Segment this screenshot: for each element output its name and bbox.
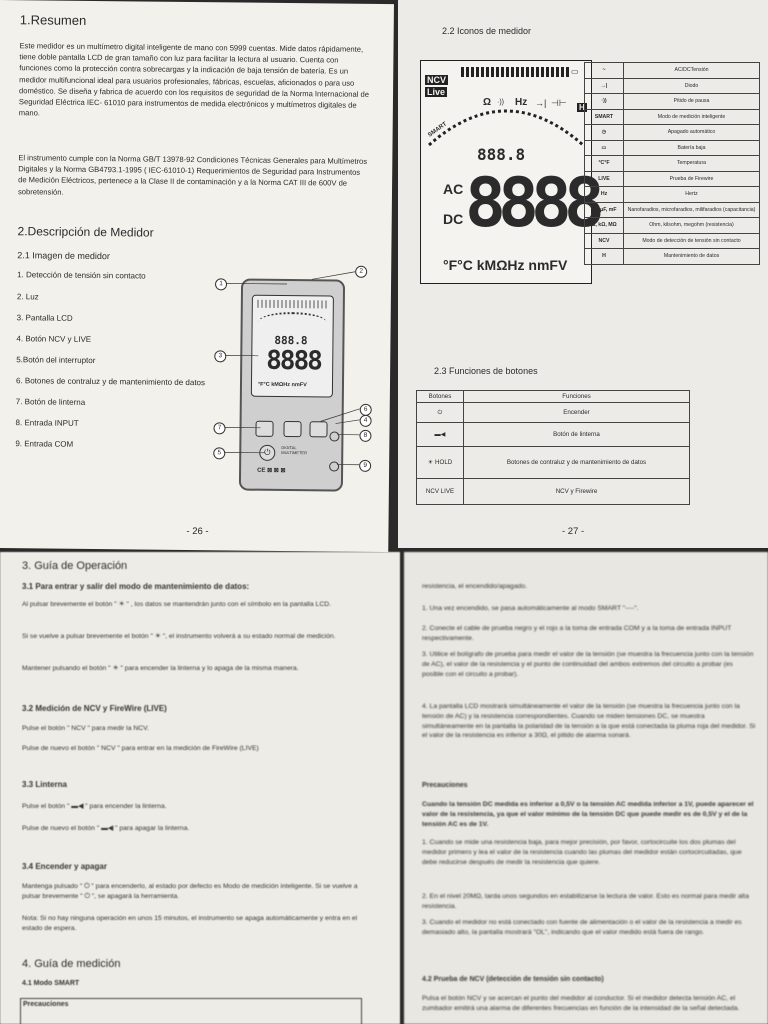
page-number: - 27 - xyxy=(562,526,585,537)
resumen-paragraph-1: Este medidor es un multímetro digital inteligente de mano con 5999 cuentas. Mide datos rápidamente, tiene doble pantalla LCD de gran tamaño con luz para facilitar la lectura al usuario. Cuenta con funciones como la protección contra sobrecargas y la indicación de baja tensión de batería. Es un medidor multifuncional ideal para usuarios profesionales, fábricas, escuelas, aficionados o para uso doméstico. Se diseña y fabrica de acuerdo con los requisitos de seguridad de la Norma Internacional de Seguridad Eléctrica IEC- 61010 para instrumentos de medida electrónicos y multímetros digitales de mano. xyxy=(18,41,370,118)
paragraph: Pulse el botón " ▬◀ " para encender la linterna. xyxy=(22,803,167,810)
callout-5: 5 xyxy=(213,447,225,459)
icon-symbol-cell: LIVE xyxy=(585,171,624,187)
icon-symbol-cell: Ω, kΩ, MΩ xyxy=(585,218,624,234)
section-title-guia-medicion: 4. Guía de medición xyxy=(22,958,121,970)
section-title-descripcion: 2.Descripción de Medidor xyxy=(17,224,154,240)
icon-description-cell: Nanofaradios, microfaradios, milifaradios (capacitancia) xyxy=(624,202,760,218)
icon-description-cell: Pitido de pausa xyxy=(624,94,760,110)
beep-icon: ·)) xyxy=(497,99,504,106)
button-functions-table xyxy=(416,390,690,505)
paragraph: Cuando la tensión DC medida es inferior a 0,5V o la tensión AC medida inferior a 1V, puede aparecer el valor de la resistencia, ya que el valor mínimo de la tensión DC que puede medir es de 0,5V y el de la tensión AC es de 1V. xyxy=(422,801,754,828)
table-cell: Botones de contraluz y de mantenimiento de datos xyxy=(464,447,690,479)
lcd-units-row: °F°C kMΩHz nmFV xyxy=(443,257,568,273)
list-item: 8. Entrada INPUT xyxy=(15,418,79,428)
icon-symbol-cell: H xyxy=(585,249,624,265)
icon-description-cell: Hertz xyxy=(624,187,760,203)
meter-lcd-units: °F°C kMΩHz nmFV xyxy=(257,381,307,389)
subsection-3-3: 3.3 Linterna xyxy=(22,780,67,789)
table-cell: Encender xyxy=(464,403,690,423)
icon-symbol-cell: SMART xyxy=(585,109,624,125)
table-row xyxy=(585,78,760,94)
subsection-title-imagen: 2.1 Imagen de medidor xyxy=(17,250,110,262)
callout-8: 8 xyxy=(359,430,371,442)
lcd-smart-label: SMART xyxy=(427,121,449,139)
paragraph: Al pulsar brevemente el botón " ☀ " , los datos se mantendrán junto con el símbolo en la pantalla LCD. xyxy=(22,601,332,608)
icon-symbol-cell: ·)) xyxy=(585,94,624,110)
callout-leader-lines xyxy=(0,0,394,552)
callout-9: 9 xyxy=(359,460,371,472)
icon-symbol-cell: °C°F xyxy=(585,156,624,172)
list-item: 4. Botón NCV y LIVE xyxy=(16,334,92,344)
list-item: 9. Entrada COM xyxy=(15,439,74,449)
subsection-4-2: 4.2 Prueba de NCV (detección de tensión sin contacto) xyxy=(422,976,604,983)
page-27 xyxy=(398,0,768,548)
paragraph: 1. Cuando se mide una resistencia baja, para mejor precisión, por favor, cortocircuite los dos plumas del medidor primero y lea el valor de la resistencia cuando las plumas del medidor están cortocircuitadas, que debe reducirse después de medir la resistencia que quiere. xyxy=(422,839,742,866)
power-button[interactable]: ⏻ xyxy=(259,445,275,461)
icon-description-cell: Ohm, kilsohm, megohm (resistencia) xyxy=(624,218,760,234)
paragraph: 3. Utilice el bolígrafo de prueba para medir el valor de la tensión (se muestra la frecuencia junto con la tensión de AC), el valor de la resistencia y el punto de continuidad del ambos extremos del circuito a probar (es posible con el circuito a probar). xyxy=(422,651,754,678)
paragraph: Nota: Si no hay ninguna operación en unos 15 minutos, el instrumento se apaga automáticamente y entra en el estado de espera. xyxy=(22,915,358,932)
column-header: Botones xyxy=(417,391,464,403)
meter-brand-label: DIGITAL MULTIMETER xyxy=(281,444,308,456)
table-row xyxy=(585,171,760,187)
paragraph: 4. La pantalla LCD mostrará simultáneamente el valor de la tensión (se muestra la frecuencia junto con la tensión de AC) y la resistencia correspondientes. Cuando se miden tensiones DC, se muestra simultáneamente en la pantalla la polaridad de la tensión a la que está conectada la pluma roja del medidor. Si el valor de la resistencia es inferior a 30Ω, el pitido de alarma sonará. xyxy=(422,703,756,740)
paragraph: Pulse el botón " NCV " para medir la NCV. xyxy=(22,725,149,732)
icon-description-cell: Apagado automático xyxy=(624,125,760,141)
paragraph: Pulse de nuevo el botón " ▬◀ " para apagar la linterna. xyxy=(22,825,190,832)
table-cell: NCV y Firewire xyxy=(464,479,690,505)
icon-symbol-cell: →| xyxy=(585,78,624,94)
table-row xyxy=(585,202,760,218)
icon-description-cell: Mantenimiento de datos xyxy=(624,249,760,265)
list-item: 6. Botones de contraluz y de mantenimiento de datos xyxy=(15,376,206,388)
lcd-ohm-symbol: Ω xyxy=(483,97,492,108)
lcd-ncv-label: NCV xyxy=(427,75,447,85)
table-row xyxy=(585,63,760,79)
icon-symbol-cell: ~ xyxy=(585,63,624,79)
table-cell: Botón de linterna xyxy=(464,423,690,447)
icon-legend-table xyxy=(584,62,760,265)
icon-symbol-cell: NCV xyxy=(585,233,624,249)
subsection-3-1: 3.1 Para entrar y salir del modo de mantenimiento de datos: xyxy=(22,582,250,591)
callout-3: 3 xyxy=(214,350,226,362)
paragraph: Pulsa el botón NCV y se acercan el punto del medidor al conductor. Si el medidor detecta tensión AC, el zumbador emitirá una alarma de diferentes frecuencias en función de la intensidad de la señal detectada. xyxy=(422,995,740,1012)
page-number: - 26 - xyxy=(186,525,209,538)
callout-4: 4 xyxy=(360,415,372,427)
paragraph: 3. Cuando el medidor no está conectado con fuente de alimentación o el valor de la resistencia a medir es demasiado alto, la pantalla mostrará "OL", indicando que el valor medido está fuera de rango. xyxy=(422,919,742,936)
lcd-dc-label: DC xyxy=(443,211,464,227)
icon-symbol-cell: ◷ xyxy=(585,125,624,141)
precautions-box xyxy=(20,998,362,1024)
callout-7: 7 xyxy=(213,422,225,434)
paragraph: resistencia, el encendido/apagado. xyxy=(422,583,528,590)
paragraph: 2. En el nivel 20MΩ, tarda unos segundos en estabilizarse la lectura de valor. Esto es normal para medir alta resistencia. xyxy=(422,893,749,910)
table-row xyxy=(585,156,760,172)
callout-6: 6 xyxy=(360,404,372,416)
lcd-big-digits: 8888 xyxy=(465,164,597,243)
table-row xyxy=(585,233,760,249)
table-row xyxy=(585,125,760,141)
icon-symbol-cell: ▭ xyxy=(585,140,624,156)
icon-description-cell: Diodo xyxy=(624,78,760,94)
lcd-hold-indicator: H xyxy=(579,103,585,112)
lcd-live-label: Live xyxy=(427,87,446,97)
lcd-small-digits: 888.8 xyxy=(477,145,526,164)
paragraph: Pulse de nuevo el botón " NCV " para entrar en la medición de FireWire (LIVE) xyxy=(22,745,259,752)
icon-description-cell: Prueba de Firewire xyxy=(624,171,760,187)
icon-description-cell: Modo de medición inteligente xyxy=(624,109,760,125)
lcd-segment-diagram xyxy=(420,60,597,284)
list-item: 5.Botón del interruptor xyxy=(16,355,96,366)
page-29 xyxy=(404,552,768,1024)
battery-icon: ▭ xyxy=(571,67,579,76)
table-row xyxy=(585,109,760,125)
list-item: 2. Luz xyxy=(16,292,39,302)
capacitor-icon: ⊣⊢ xyxy=(551,98,567,108)
list-item: 3. Pantalla LCD xyxy=(16,313,73,323)
lcd-bargraph xyxy=(461,67,571,77)
list-item: 7. Botón de linterna xyxy=(15,397,86,407)
table-row xyxy=(585,187,760,203)
ce-mark: CE ⊠ ⊠ ⊠ xyxy=(257,467,286,475)
meter-lcd-small-digits: 888.8 xyxy=(274,333,308,348)
subsection-4-1: 4.1 Modo SMART xyxy=(22,980,80,987)
page-26 xyxy=(0,0,394,552)
precautions-heading: Precauciones xyxy=(422,782,468,789)
paragraph: Si se vuelve a pulsar brevemente el botón " ☀ ", el instrumento volverá a su estado normal de medición. xyxy=(22,633,336,640)
paragraph: Mantenga pulsado " ⏻ " para encenderlo, al estado por defecto es Modo de medición inteligente. Si se vuelve a pulsar brevemente " ⏻ ", se apagará la herramienta. xyxy=(22,883,358,900)
list-item: 1. Detección de tensión sin contacto xyxy=(17,270,146,281)
flashlight-icon: ▬◀ xyxy=(417,423,464,447)
icon-description-cell: Temperatura xyxy=(624,156,760,172)
table-row xyxy=(585,94,760,110)
table-row xyxy=(585,249,760,265)
power-icon: ⏻ xyxy=(417,403,464,423)
resumen-paragraph-2: El instrumento cumple con la Norma GB/T 13978-92 Condiciones Técnicas Generales para Multímetros Digitales y la Norma GB4793.1-1995 ( IEC-61010-1) Requerimientos de Seguridad para Instrumentos de Medición Eléctricos, pertenece a la Clase II de contaminación y a la Norma CAT III de 600V de sobretensión. xyxy=(17,153,368,197)
lcd-hz-symbol: Hz xyxy=(515,97,528,108)
precautions-label: Precauciones xyxy=(23,1001,69,1008)
diode-icon: →| xyxy=(535,98,547,108)
lcd-arc-scale xyxy=(421,87,591,147)
section-title-resumen: 1.Resumen xyxy=(19,12,87,28)
table-row xyxy=(585,218,760,234)
subsection-3-4: 3.4 Encender y apagar xyxy=(22,862,107,871)
callout-2: 2 xyxy=(355,266,367,278)
hold-icon: ☀ HOLD xyxy=(417,447,464,479)
lcd-ac-label: AC xyxy=(443,181,464,197)
column-header: Funciones xyxy=(464,391,690,403)
icon-description-cell: Batería baja xyxy=(624,140,760,156)
icon-description-cell: AC/DCTensión xyxy=(624,63,760,79)
paragraph: 1. Una vez encendido, se pasa automáticamente al modo SMART "----". xyxy=(422,605,639,612)
icon-description-cell: Modo de detección de tensión sin contacto xyxy=(624,233,760,249)
page-28 xyxy=(0,552,400,1024)
icon-symbol-cell: Hz xyxy=(585,187,624,203)
paragraph: 2. Conecte el cable de prueba negro y el rojo a la toma de entrada COM y a la toma de entrada INPUT respectivamente. xyxy=(422,625,732,642)
subsection-3-2: 3.2 Medición de NCV y FireWire (LIVE) xyxy=(22,704,167,713)
icon-symbol-cell: nF, μF, mF xyxy=(585,202,624,218)
paragraph: Mantener pulsando el botón " ☀ " para encender la linterna y lo apaga de la misma manera. xyxy=(22,665,299,672)
ncv-live-icon: NCV LIVE xyxy=(417,479,464,505)
callout-1: 1 xyxy=(215,278,227,290)
subsection-title-funciones: 2.3 Funciones de botones xyxy=(434,366,538,376)
subsection-title-iconos: 2.2 Iconos de medidor xyxy=(442,26,532,36)
table-row xyxy=(585,140,760,156)
section-title-guia-operacion: 3. Guía de Operación xyxy=(22,560,128,572)
meter-lcd-big-digits: 8888 xyxy=(266,345,322,377)
